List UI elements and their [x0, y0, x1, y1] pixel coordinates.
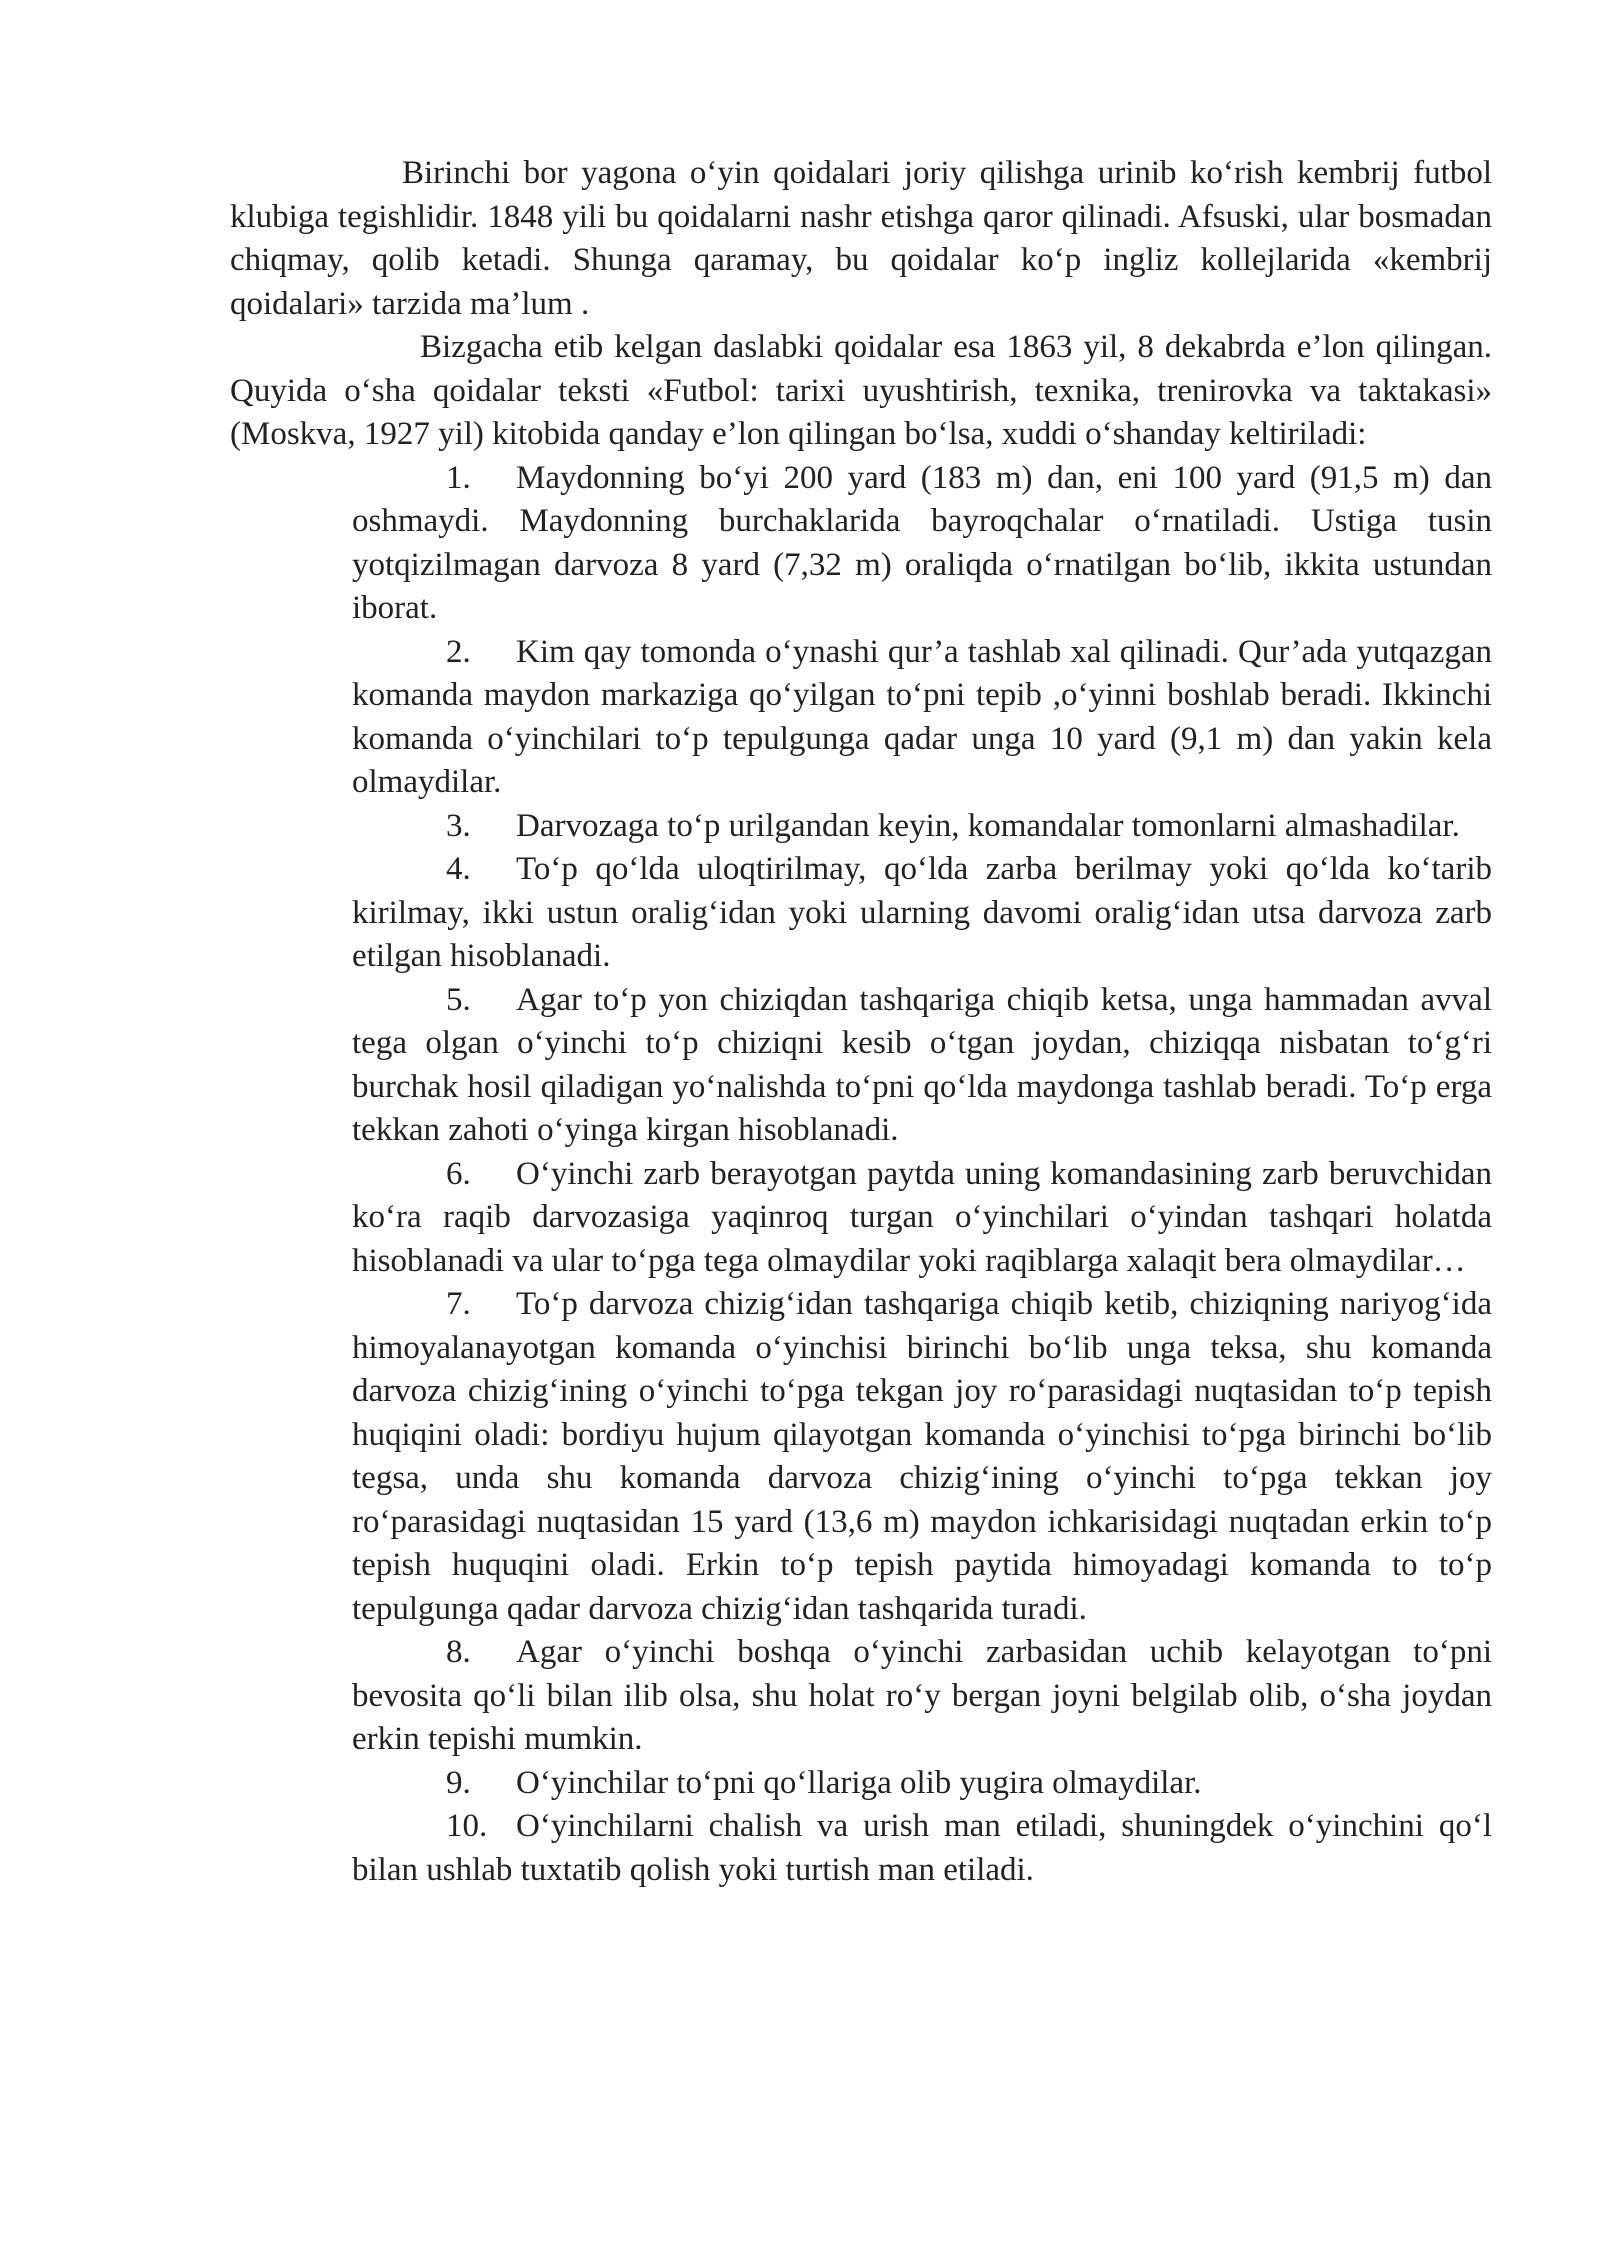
rule-number: 2.: [446, 633, 471, 670]
rule-number: 10.: [446, 1808, 488, 1844]
rule-text: Kim qay tomonda o‘ynashi qur’a tashlab xal qilinadi. Qur’ada yutqazgan komanda maydon markaziga qo‘yilgan to‘pni tepib ,o‘yinni boshlab beradi. Ikkinchi komanda o‘yinchilari to‘p tepulgunga qadar unga 10 yard (9,1 m) dan yakin kela olmaydilar.: [352, 633, 1492, 800]
rule-item: [352, 1805, 1492, 1892]
rule-number: 3.: [446, 807, 471, 844]
rule-item: [352, 1631, 1492, 1762]
rule-item: [352, 1283, 1492, 1631]
rule-item: [352, 979, 1492, 1153]
rule-text: O‘yinchi zarb berayotgan paytda uning komandasining zarb beruvchidan ko‘ra raqib darvozasiga yaqinroq turgan o‘yinchilari o‘yindan tashqari holatda hisoblanadi va ular to‘pga tega olmaydilar yoki raqiblarga xalaqit bera olmaydilar…: [352, 1155, 1492, 1279]
rule-text: To‘p darvoza chizig‘idan tashqariga chiqib ketib, chiziqning nariyog‘ida himoyalanayotgan komanda o‘yinchisi birinchi bo‘lib unga teksa, shu komanda darvoza chizig‘ining o‘yinchi to‘pga tekgan joy ro‘parasidagi nuqtasidan to‘p tepish huqiqini oladi: bordiyu hujum qilayotgan komanda o‘yinchisi to‘pga birinchi bo‘lib tegsa, unda shu komanda darvoza chizig‘ining o‘yinchi to‘pga tekkan joy ro‘parasidagi nuqtasidan 15 yard (13,6 m) maydon ichkarisidagi nuqtadan erkin to‘p tepish huquqini oladi. Erkin to‘p tepish paytida himoyadagi komanda to to‘p tepulgunga qadar darvoza chizig‘idan tashqarida turadi.: [352, 1286, 1492, 1627]
rule-number: 5.: [446, 981, 471, 1018]
rule-number: 4.: [446, 851, 471, 887]
rule-number: 7.: [446, 1286, 471, 1322]
rule-number: 6.: [446, 1155, 471, 1192]
rule-item: [352, 848, 1492, 979]
rule-text: To‘p qo‘lda uloqtirilmay, qo‘lda zarba berilmay yoki qo‘lda ko‘tarib kirilmay, ikki ustun oralig‘idan yoki ularning davomi oralig‘idan utsa darvoza zarb etilgan hisoblanadi.: [352, 851, 1492, 974]
rule-item: [352, 1153, 1492, 1284]
rule-number: 9.: [446, 1764, 471, 1801]
intro-paragraph: Birinchi bor yagona o‘yin qoidalari joriy qilishga urinib ko‘rish kembrij futbol klubiga tegishlidir. 1848 yili bu qoidalarni nashr etishga qaror qilinadi. Afsuski, ular bosmadan chiqmay, qolib ketadi. Shunga qaramay, bu qoidalar ko‘p ingliz kollejlarida «kembrij qoidalari» tarzida ma’lum .: [230, 155, 1492, 322]
rule-item: [352, 1762, 1492, 1806]
intro-paragraph: Bizgacha etib kelgan daslabki qoidalar esa 1863 yil, 8 dekabrda e’lon qilingan. Quyida o‘sha qoidalar teksti «Futbol: tarixi uyushtirish, texnika, trenirovka va taktakasi» (Moskva, 1927 yil) kitobida qanday e’lon qilingan bo‘lsa, xuddi o‘shanday keltiriladi:: [230, 329, 1492, 452]
rule-text: Agar o‘yinchi boshqa o‘yinchi zarbasidan uchib kelayotgan to‘pni bevosita qo‘li bilan ilib olsa, shu holat ro‘y bergan joyni belgilab olib, o‘sha joydan erkin tepishi mumkin.: [352, 1634, 1492, 1757]
rule-text: Maydonning bo‘yi 200 yard (183 m) dan, eni 100 yard (91,5 m) dan oshmaydi. Maydonning burchaklarida bayroqchalar o‘rnatiladi. Ustiga tusin yotqizilmagan darvoza 8 yard (7,32 m) oraliqda o‘rnatilgan bo‘lib, ikkita ustundan iborat.: [352, 459, 1492, 626]
rule-item: [352, 631, 1492, 805]
rule-text: O‘yinchilar to‘pni qo‘llariga olib yugira olmaydilar.: [516, 1764, 1202, 1801]
rule-number: 8.: [446, 1634, 471, 1670]
rule-text: Darvozaga to‘p urilgandan keyin, komandalar tomonlarni almashadilar.: [516, 807, 1460, 844]
rule-text: Agar to‘p yon chiziqdan tashqariga chiqib ketsa, unga hammadan avval tega olgan o‘yinchi to‘p chiziqni kesib o‘tgan joydan, chiziqqa nisbatan to‘g‘ri burchak hosil qiladigan yo‘nalishda to‘pni qo‘lda maydonga tashlab beradi. To‘p erga tekkan zahoti o‘yinga kirgan hisoblanadi.: [352, 981, 1492, 1148]
rule-item: [352, 805, 1492, 849]
rule-number: 1.: [446, 459, 471, 496]
rule-item: [352, 457, 1492, 631]
rule-text: O‘yinchilarni chalish va urish man etiladi, shuningdek o‘yinchini qo‘l bilan ushlab tuxtatib qolish yoki turtish man etiladi.: [352, 1808, 1492, 1888]
document-page: [230, 152, 1492, 1892]
rules-list: [230, 457, 1492, 1893]
